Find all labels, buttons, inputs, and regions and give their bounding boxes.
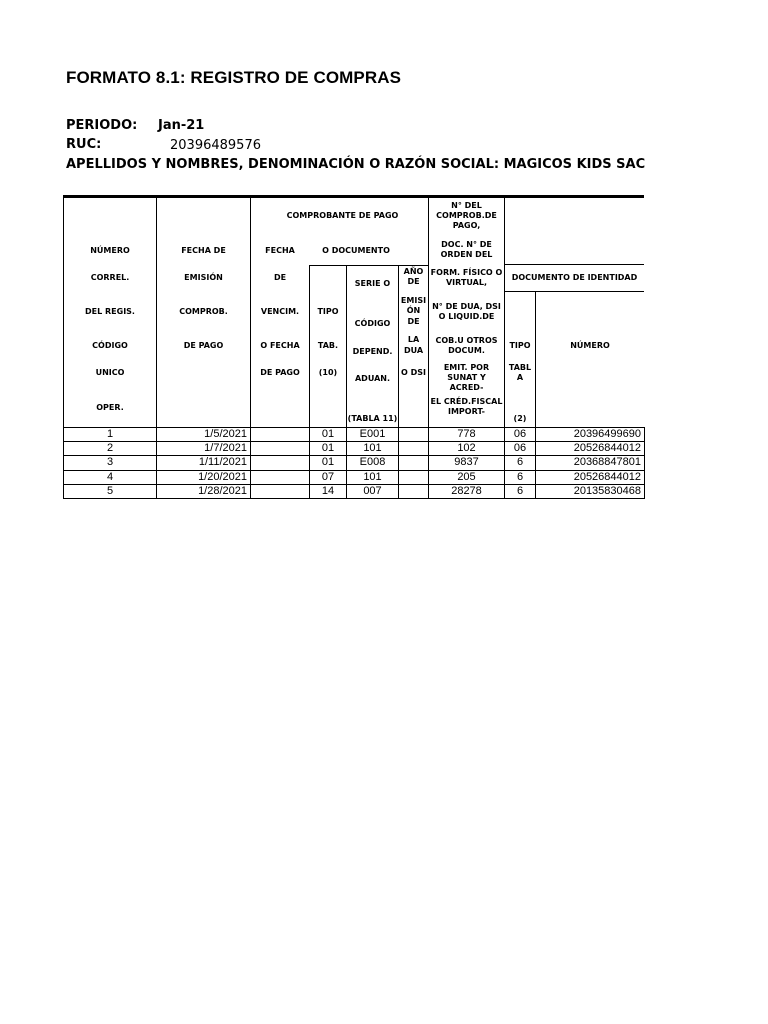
cell-fecha: 1/7/2021 bbox=[157, 442, 251, 456]
cell-doc-tipo: 06 bbox=[505, 428, 536, 442]
cell-numero: 5 bbox=[64, 484, 157, 498]
table-row bbox=[64, 484, 645, 498]
cell-serie: E008 bbox=[347, 456, 399, 470]
cell-anio bbox=[399, 484, 429, 498]
header-anio-6: LA bbox=[407, 335, 420, 344]
cell-doc-numero: 20526844012 bbox=[536, 470, 645, 484]
header-serie-5: (TABLA 11) bbox=[347, 414, 398, 423]
header-serie-3: DEPEND. bbox=[352, 347, 393, 356]
cell-anio bbox=[399, 428, 429, 442]
header-serie-1: SERIE O bbox=[354, 279, 391, 288]
header-doc-tipo-1: TIPO bbox=[509, 341, 531, 350]
header-nro-6: FORM. FÍSICO O bbox=[430, 268, 503, 277]
cell-tipo: 01 bbox=[310, 428, 347, 442]
cell-serie: 101 bbox=[347, 442, 399, 456]
header-fecha-venc-3: VENCIM. bbox=[260, 307, 300, 316]
header-anio-1: AÑO bbox=[403, 267, 424, 276]
header-fecha-venc-4: O FECHA bbox=[260, 341, 300, 350]
header-numero-2: CORREL. bbox=[90, 273, 130, 282]
header-serie-2: CÓDIGO bbox=[354, 319, 391, 328]
ruc-label: RUC: bbox=[66, 137, 102, 152]
cell-doc-tipo: 6 bbox=[505, 470, 536, 484]
razon-social: APELLIDOS Y NOMBRES, DENOMINACIÓN O RAZÓN SOCIAL: MAGICOS KIDS SAC bbox=[66, 157, 646, 172]
ruc-value: 20396489576 bbox=[170, 138, 261, 153]
cell-venc bbox=[251, 428, 310, 442]
cell-doc-numero: 20135830468 bbox=[536, 484, 645, 498]
header-nro-1: N° DEL bbox=[451, 201, 482, 210]
cell-venc bbox=[251, 470, 310, 484]
header-fecha-venc-5: DE PAGO bbox=[260, 368, 300, 377]
cell-fecha: 1/20/2021 bbox=[157, 470, 251, 484]
cell-serie: E001 bbox=[347, 428, 399, 442]
header-fecha-venc-2: DE bbox=[273, 273, 287, 282]
header-doc-tipo-2: TABL bbox=[508, 363, 532, 372]
purchases-table bbox=[63, 427, 645, 499]
cell-doc-tipo: 6 bbox=[505, 484, 536, 498]
cell-numero: 4 bbox=[64, 470, 157, 484]
header-nro-5: ORDEN DEL bbox=[440, 250, 493, 259]
periodo-value: Jan-21 bbox=[158, 118, 205, 133]
cell-doc-numero: 20368847801 bbox=[536, 456, 645, 470]
cell-tipo: 01 bbox=[310, 442, 347, 456]
header-nro-9: O LIQUID.DE bbox=[438, 312, 495, 321]
header-nro-11: DOCUM. bbox=[448, 346, 485, 355]
header-anio-5: DE bbox=[407, 317, 420, 326]
header-fecha-venc-1: FECHA bbox=[265, 246, 295, 255]
cell-fecha: 1/28/2021 bbox=[157, 484, 251, 498]
table-row bbox=[64, 428, 645, 442]
periodo-label: PERIODO: bbox=[66, 118, 138, 133]
header-numero-1: NÚMERO bbox=[90, 246, 130, 255]
cell-doc-tipo: 06 bbox=[505, 442, 536, 456]
header-anio-3: EMISI bbox=[400, 296, 427, 305]
cell-doc-tipo: 6 bbox=[505, 456, 536, 470]
table-row bbox=[64, 456, 645, 470]
header-nro-8: N° DE DUA, DSI bbox=[432, 302, 501, 311]
cell-numero: 2 bbox=[64, 442, 157, 456]
cell-venc bbox=[251, 456, 310, 470]
cell-tipo: 14 bbox=[310, 484, 347, 498]
header-anio-7: DUA bbox=[403, 346, 424, 355]
header-anio-4: ÓN bbox=[406, 306, 421, 315]
header-numero-5: UNICO bbox=[95, 368, 125, 377]
header-anio-8: O DSI bbox=[401, 368, 426, 377]
cell-tipo: 01 bbox=[310, 456, 347, 470]
cell-tipo: 07 bbox=[310, 470, 347, 484]
header-doc-numero: NÚMERO bbox=[570, 341, 610, 350]
header-doc-tipo-4: (2) bbox=[513, 414, 527, 423]
cell-numero: 1 bbox=[64, 428, 157, 442]
cell-nro: 205 bbox=[429, 470, 505, 484]
cell-serie: 101 bbox=[347, 470, 399, 484]
cell-nro: 9837 bbox=[429, 456, 505, 470]
header-nro-10: COB.U OTROS bbox=[435, 336, 498, 345]
document-title: FORMATO 8.1: REGISTRO DE COMPRAS bbox=[66, 68, 402, 87]
cell-nro: 28278 bbox=[429, 484, 505, 498]
header-nro-13: SUNAT Y ACRED- bbox=[447, 373, 486, 392]
header-fecha-emision-3: COMPROB. bbox=[179, 307, 228, 316]
cell-numero: 3 bbox=[64, 456, 157, 470]
cell-venc bbox=[251, 442, 310, 456]
cell-serie: 007 bbox=[347, 484, 399, 498]
header-fecha-emision-4: DE PAGO bbox=[183, 341, 224, 350]
header-tipo-3: (10) bbox=[318, 368, 338, 377]
cell-venc bbox=[251, 484, 310, 498]
cell-doc-numero: 20396499690 bbox=[536, 428, 645, 442]
header-nro-14: EL CRÉD.FISCAL bbox=[430, 397, 503, 406]
header-comprobante-2: O DOCUMENTO bbox=[322, 246, 390, 255]
header-numero-4: CÓDIGO bbox=[92, 341, 128, 350]
header-numero-3: DEL REGIS. bbox=[85, 307, 135, 316]
cell-doc-numero: 20526844012 bbox=[536, 442, 645, 456]
cell-fecha: 1/11/2021 bbox=[157, 456, 251, 470]
header-comprobante-1: COMPROBANTE DE PAGO bbox=[286, 211, 399, 220]
header-doc-tipo-3: A bbox=[516, 373, 524, 382]
header-doc-identidad: DOCUMENTO DE IDENTIDAD bbox=[511, 273, 638, 282]
cell-anio bbox=[399, 456, 429, 470]
cell-nro: 102 bbox=[429, 442, 505, 456]
header-tipo-2: TAB. bbox=[317, 341, 339, 350]
table-row bbox=[64, 442, 645, 456]
cell-fecha: 1/5/2021 bbox=[157, 428, 251, 442]
header-tipo-1: TIPO bbox=[317, 307, 339, 316]
header-nro-3: PAGO, bbox=[452, 221, 481, 230]
header-nro-4: DOC. N° DE bbox=[441, 240, 492, 249]
cell-anio bbox=[399, 470, 429, 484]
header-fecha-emision-2: EMISIÓN bbox=[184, 273, 223, 282]
cell-nro: 778 bbox=[429, 428, 505, 442]
header-nro-15: IMPORT- bbox=[447, 407, 485, 416]
table-row bbox=[64, 470, 645, 484]
header-anio-2: DE bbox=[407, 277, 420, 286]
cell-anio bbox=[399, 442, 429, 456]
header-serie-4: ADUAN. bbox=[354, 374, 390, 383]
header-nro-2: COMPROB.DE bbox=[436, 211, 497, 220]
header-nro-12: EMIT. POR bbox=[443, 363, 490, 372]
header-nro-7: VIRTUAL, bbox=[445, 278, 487, 287]
header-numero-6: OPER. bbox=[96, 403, 124, 412]
header-fecha-emision-1: FECHA DE bbox=[181, 246, 226, 255]
